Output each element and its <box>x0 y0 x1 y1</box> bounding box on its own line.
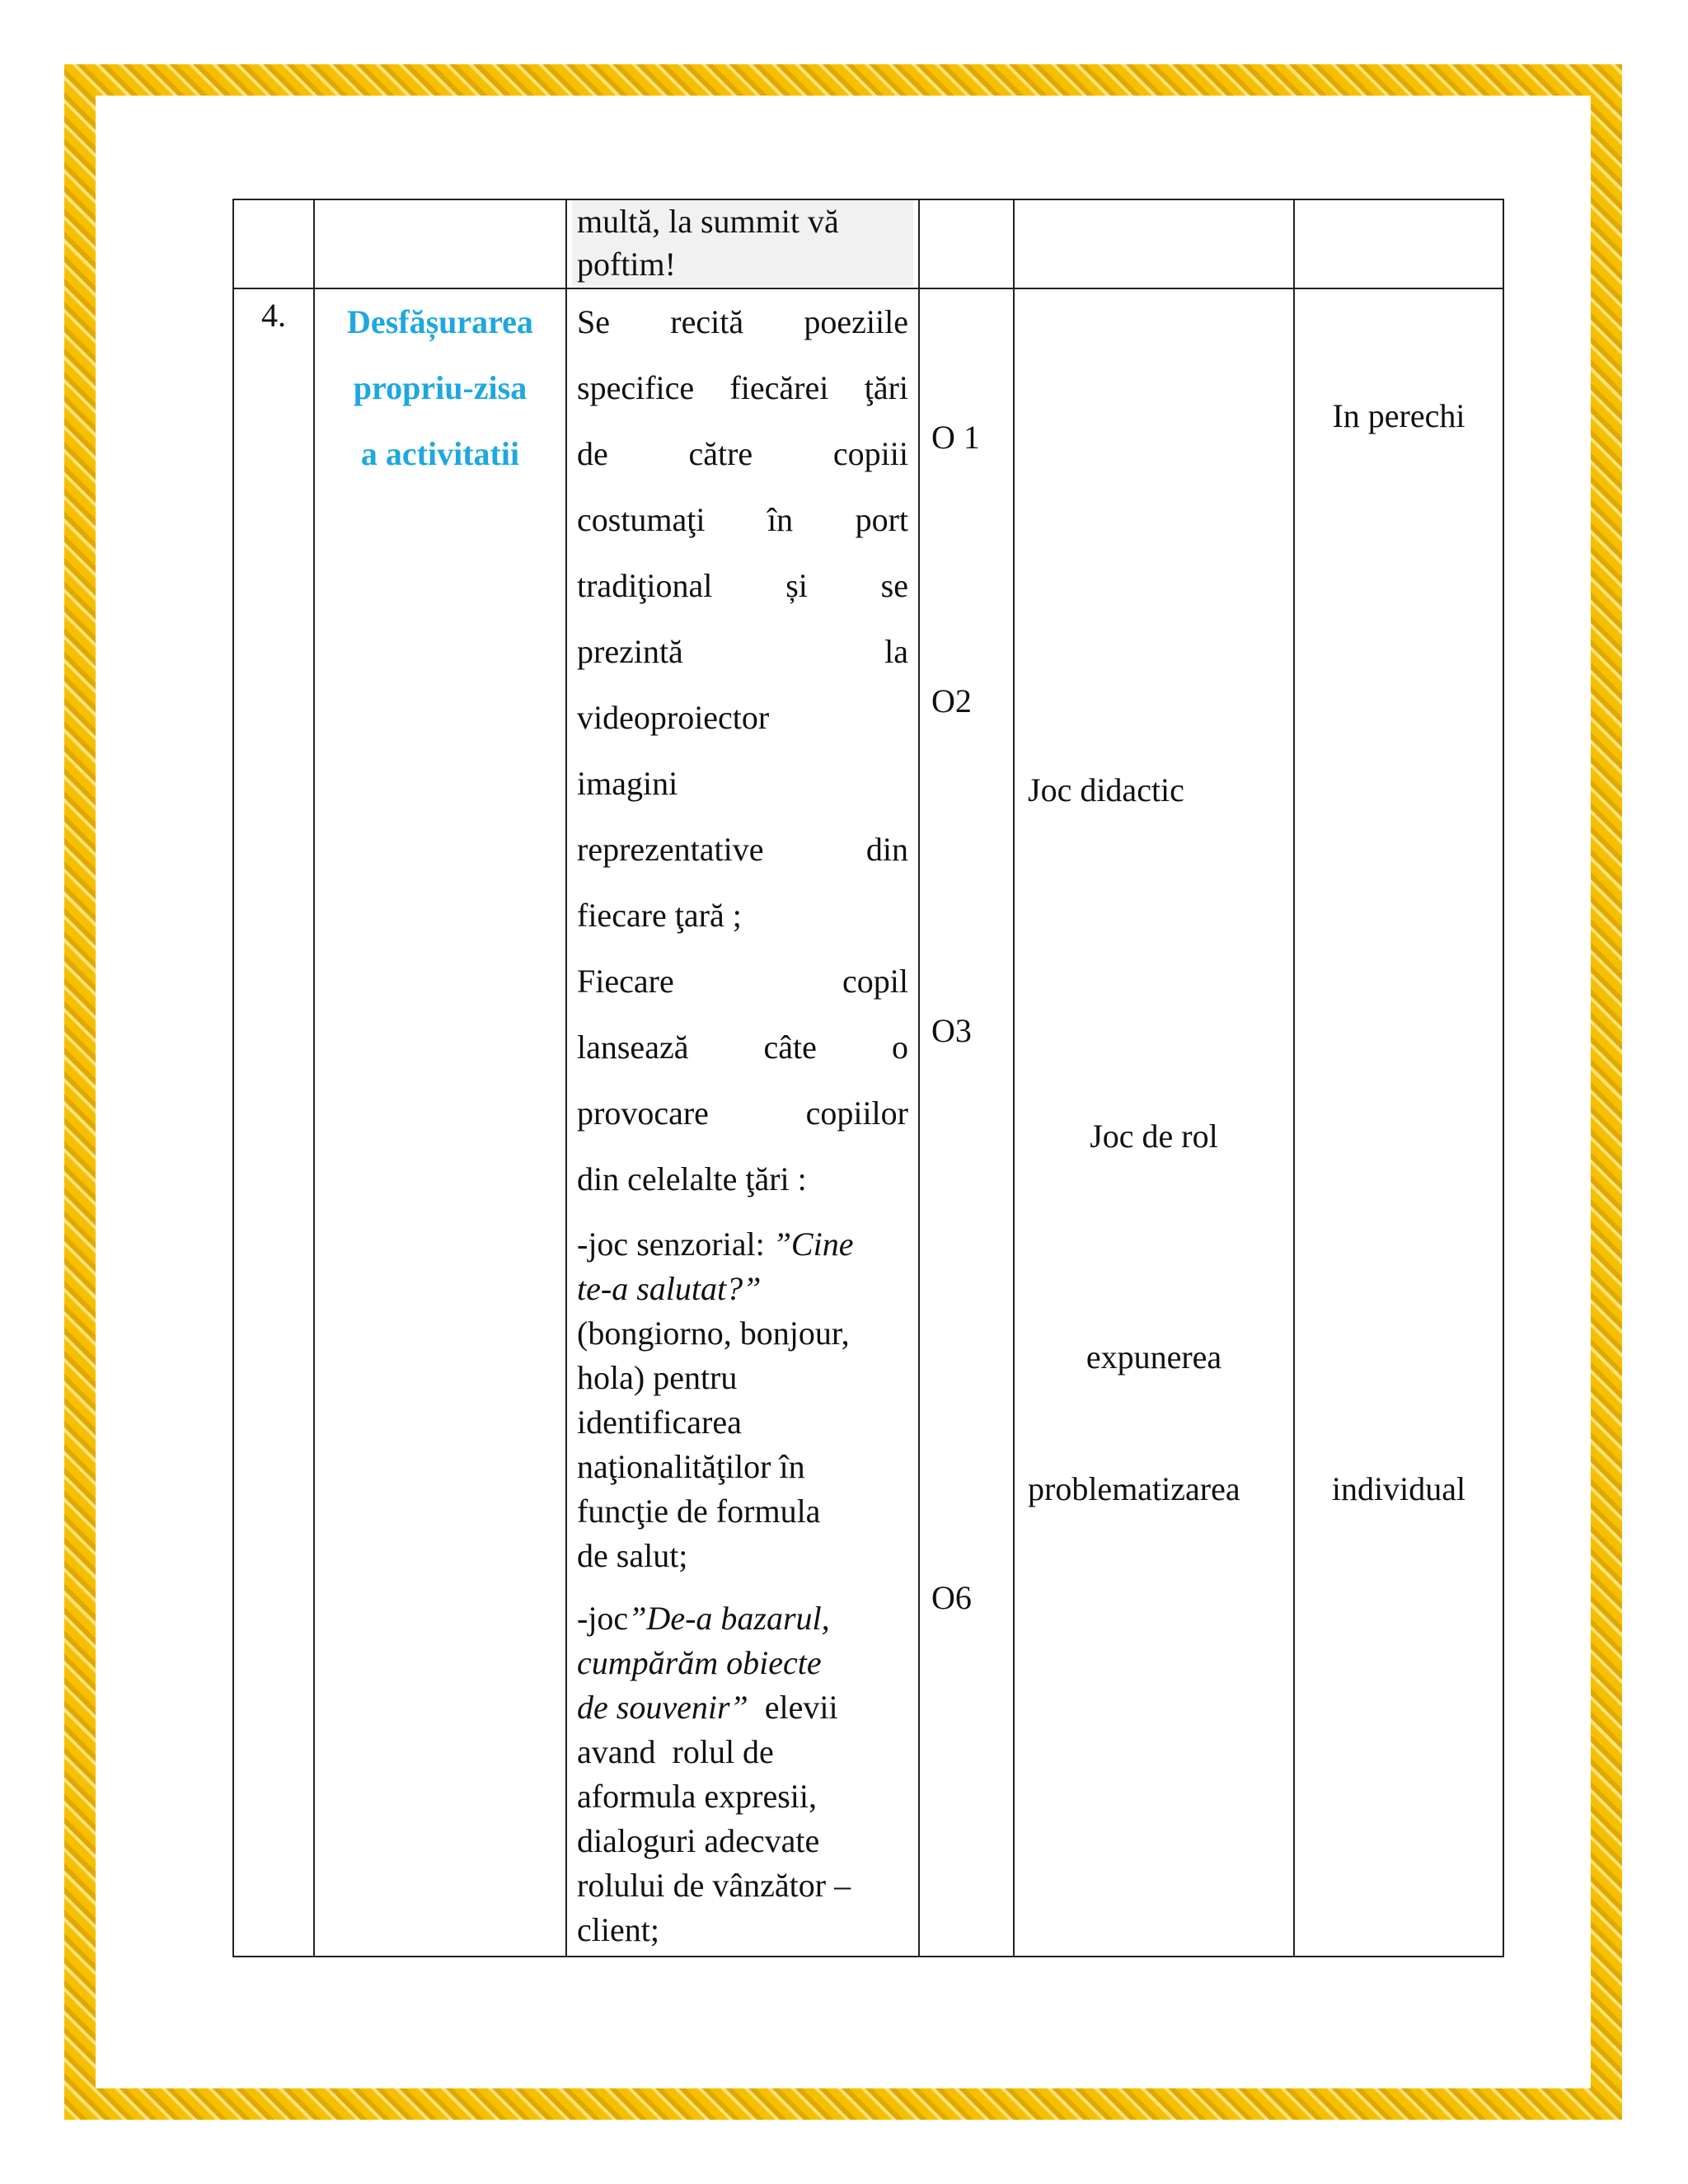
content-line: reprezentative din <box>577 831 908 868</box>
stage-line: a activitatii <box>360 435 520 472</box>
content-line: lansează câte o <box>577 1029 908 1066</box>
game-title: ”Cine <box>772 1226 854 1263</box>
game-line: client; <box>577 1911 659 1948</box>
cell-number: 4. <box>233 288 314 1957</box>
game-line: funcţie de formula <box>577 1493 821 1530</box>
cell-methods <box>1014 199 1294 288</box>
content-line: Se recită poeziile <box>577 303 908 340</box>
organization-form: individual <box>1331 1470 1466 1507</box>
game-line: identificarea <box>577 1404 742 1441</box>
stage-line: propriu-zisa <box>353 369 528 406</box>
game-suffix: elevii <box>748 1689 838 1726</box>
method: problematizarea <box>1028 1470 1240 1507</box>
cell-number <box>233 199 314 288</box>
content-line: specifice fiecărei ţări <box>577 369 908 406</box>
game-line: avand rolul de <box>577 1733 774 1770</box>
content-line: multă, la summit vă <box>572 200 913 243</box>
method: Joc didactic <box>1028 771 1184 808</box>
method: Joc de rol <box>1090 1118 1218 1155</box>
game-line: dialoguri adecvate <box>577 1822 820 1859</box>
objective: O2 <box>931 682 972 719</box>
objective: O 1 <box>931 419 980 456</box>
content-line: Fiecare copil <box>577 963 908 1000</box>
game-title: ”De-a bazarul, <box>628 1600 830 1637</box>
game-line: naţionalităţilor în <box>577 1448 805 1485</box>
method: expunerea <box>1085 1338 1222 1376</box>
game-title: te-a salutat?” <box>577 1270 762 1307</box>
game-prefix: -joc senzorial: <box>577 1226 773 1263</box>
table-row <box>233 288 1503 1957</box>
cell-organization <box>1294 288 1503 1957</box>
cell-objectives <box>919 199 1014 288</box>
content-line: videoproiector <box>577 699 770 736</box>
content-line: provocare copiilor <box>577 1094 908 1132</box>
game-line: aformula expresii, <box>577 1778 817 1815</box>
stage-line: Desfășurarea <box>347 303 533 340</box>
game-line: (bongiorno, bonjour, <box>577 1315 850 1352</box>
game-bazar <box>577 1596 908 1952</box>
game-title: cumpărăm obiecte <box>577 1644 822 1681</box>
cell-content <box>566 199 919 288</box>
game-line: hola) pentru <box>577 1359 738 1396</box>
cell-stage <box>314 288 566 1957</box>
lesson-plan-table <box>232 199 1504 1957</box>
game-prefix: -joc <box>577 1600 629 1637</box>
objective: O3 <box>931 1012 972 1049</box>
organization-form: In perechi <box>1332 397 1465 434</box>
game-senzorial <box>577 1222 908 1578</box>
cell-content <box>566 288 919 1957</box>
content-line: costumaţi în port <box>577 501 908 538</box>
content-line: poftim! <box>572 243 913 286</box>
game-line: rolului de vânzător – <box>577 1867 851 1904</box>
content-line: imagini <box>577 765 678 802</box>
content-line: fiecare ţară ; <box>577 897 742 934</box>
table-row <box>233 199 1503 288</box>
content-line: prezintă la <box>577 633 908 670</box>
cell-objectives <box>919 288 1014 1957</box>
objective: O6 <box>931 1579 972 1616</box>
game-title: de souvenir” <box>577 1689 748 1726</box>
game-line: de salut; <box>577 1537 688 1574</box>
cell-stage <box>314 199 566 288</box>
cell-methods <box>1014 288 1294 1957</box>
content-line: tradiţional și se <box>577 567 908 604</box>
cell-organization <box>1294 199 1503 288</box>
content-line: din celelalte ţări : <box>577 1160 807 1197</box>
content-line: de către copiii <box>577 435 908 472</box>
